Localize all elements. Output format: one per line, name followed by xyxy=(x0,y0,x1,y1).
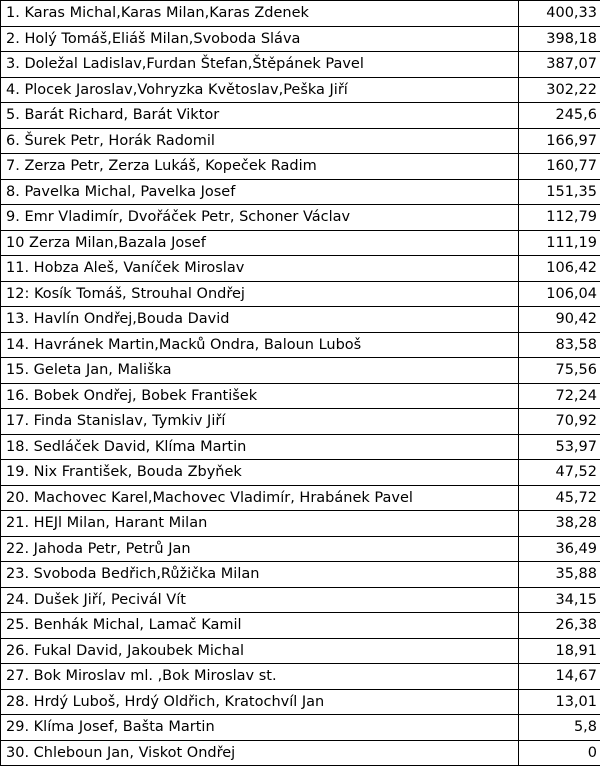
team-names-cell: 16. Bobek Ondřej, Bobek František xyxy=(1,383,519,409)
team-names-cell: 17. Finda Stanislav, Tymkiv Jiří xyxy=(1,409,519,435)
table-row xyxy=(1,613,600,639)
table-row xyxy=(1,664,600,690)
score-cell: 34,15 xyxy=(519,587,600,613)
table-row xyxy=(1,511,600,537)
score-cell: 302,22 xyxy=(519,77,600,103)
score-cell: 47,52 xyxy=(519,460,600,486)
results-table-body xyxy=(1,1,600,766)
score-cell: 387,07 xyxy=(519,52,600,78)
table-row xyxy=(1,26,600,52)
table-row xyxy=(1,740,600,766)
table-row xyxy=(1,307,600,333)
table-row xyxy=(1,485,600,511)
table-row xyxy=(1,638,600,664)
table-row xyxy=(1,77,600,103)
team-names-cell: 14. Havránek Martin,Macků Ondra, Baloun Luboš xyxy=(1,332,519,358)
table-row xyxy=(1,587,600,613)
score-cell: 35,88 xyxy=(519,562,600,588)
table-row xyxy=(1,256,600,282)
score-cell: 160,77 xyxy=(519,154,600,180)
team-names-cell: 26. Fukal David, Jakoubek Michal xyxy=(1,638,519,664)
team-names-cell: 20. Machovec Karel,Machovec Vladimír, Hrabánek Pavel xyxy=(1,485,519,511)
team-names-cell: 23. Svoboda Bedřich,Růžička Milan xyxy=(1,562,519,588)
score-cell: 106,42 xyxy=(519,256,600,282)
score-cell: 70,92 xyxy=(519,409,600,435)
score-cell: 398,18 xyxy=(519,26,600,52)
team-names-cell: 8. Pavelka Michal, Pavelka Josef xyxy=(1,179,519,205)
team-names-cell: 27. Bok Miroslav ml. ,Bok Miroslav st. xyxy=(1,664,519,690)
table-row xyxy=(1,52,600,78)
score-cell: 36,49 xyxy=(519,536,600,562)
table-row xyxy=(1,103,600,129)
team-names-cell: 3. Doležal Ladislav,Furdan Štefan,Štěpánek Pavel xyxy=(1,52,519,78)
team-names-cell: 19. Nix František, Bouda Zbyňek xyxy=(1,460,519,486)
team-names-cell: 1. Karas Michal,Karas Milan,Karas Zdenek xyxy=(1,1,519,27)
table-row xyxy=(1,689,600,715)
score-cell: 166,97 xyxy=(519,128,600,154)
team-names-cell: 5. Barát Richard, Barát Viktor xyxy=(1,103,519,129)
score-cell: 111,19 xyxy=(519,230,600,256)
team-names-cell: 22. Jahoda Petr, Petrů Jan xyxy=(1,536,519,562)
team-names-cell: 6. Šurek Petr, Horák Radomil xyxy=(1,128,519,154)
team-names-cell: 2. Holý Tomáš,Eliáš Milan,Svoboda Sláva xyxy=(1,26,519,52)
team-names-cell: 29. Klíma Josef, Bašta Martin xyxy=(1,715,519,741)
table-row xyxy=(1,128,600,154)
score-cell: 83,58 xyxy=(519,332,600,358)
score-cell: 18,91 xyxy=(519,638,600,664)
score-cell: 400,33 xyxy=(519,1,600,27)
score-cell: 245,6 xyxy=(519,103,600,129)
team-names-cell: 28. Hrdý Luboš, Hrdý Oldřich, Kratochvíl Jan xyxy=(1,689,519,715)
table-row xyxy=(1,434,600,460)
score-cell: 72,24 xyxy=(519,383,600,409)
score-cell: 112,79 xyxy=(519,205,600,231)
table-row xyxy=(1,460,600,486)
score-cell: 5,8 xyxy=(519,715,600,741)
score-cell: 53,97 xyxy=(519,434,600,460)
team-names-cell: 15. Geleta Jan, Mališka xyxy=(1,358,519,384)
table-row xyxy=(1,536,600,562)
table-row xyxy=(1,358,600,384)
score-cell: 14,67 xyxy=(519,664,600,690)
score-cell: 0 xyxy=(519,740,600,766)
table-row xyxy=(1,409,600,435)
team-names-cell: 12: Kosík Tomáš, Strouhal Ondřej xyxy=(1,281,519,307)
team-names-cell: 4. Plocek Jaroslav,Vohryzka Květoslav,Peška Jiří xyxy=(1,77,519,103)
team-names-cell: 10 Zerza Milan,Bazala Josef xyxy=(1,230,519,256)
table-row xyxy=(1,383,600,409)
score-cell: 90,42 xyxy=(519,307,600,333)
team-names-cell: 13. Havlín Ondřej,Bouda David xyxy=(1,307,519,333)
score-cell: 106,04 xyxy=(519,281,600,307)
table-row xyxy=(1,281,600,307)
score-cell: 26,38 xyxy=(519,613,600,639)
team-names-cell: 11. Hobza Aleš, Vaníček Miroslav xyxy=(1,256,519,282)
table-row xyxy=(1,562,600,588)
team-names-cell: 21. HEJl Milan, Harant Milan xyxy=(1,511,519,537)
table-row xyxy=(1,1,600,27)
table-row xyxy=(1,179,600,205)
table-row xyxy=(1,715,600,741)
table-row xyxy=(1,332,600,358)
table-row xyxy=(1,154,600,180)
table-row xyxy=(1,205,600,231)
team-names-cell: 9. Emr Vladimír, Dvořáček Petr, Schoner Václav xyxy=(1,205,519,231)
team-names-cell: 30. Chleboun Jan, Viskot Ondřej xyxy=(1,740,519,766)
score-cell: 45,72 xyxy=(519,485,600,511)
table-row xyxy=(1,230,600,256)
score-cell: 13,01 xyxy=(519,689,600,715)
score-cell: 75,56 xyxy=(519,358,600,384)
score-cell: 151,35 xyxy=(519,179,600,205)
team-names-cell: 25. Benhák Michal, Lamač Kamil xyxy=(1,613,519,639)
team-names-cell: 18. Sedláček David, Klíma Martin xyxy=(1,434,519,460)
team-names-cell: 24. Dušek Jiří, Pecivál Vít xyxy=(1,587,519,613)
team-names-cell: 7. Zerza Petr, Zerza Lukáš, Kopeček Radim xyxy=(1,154,519,180)
score-cell: 38,28 xyxy=(519,511,600,537)
